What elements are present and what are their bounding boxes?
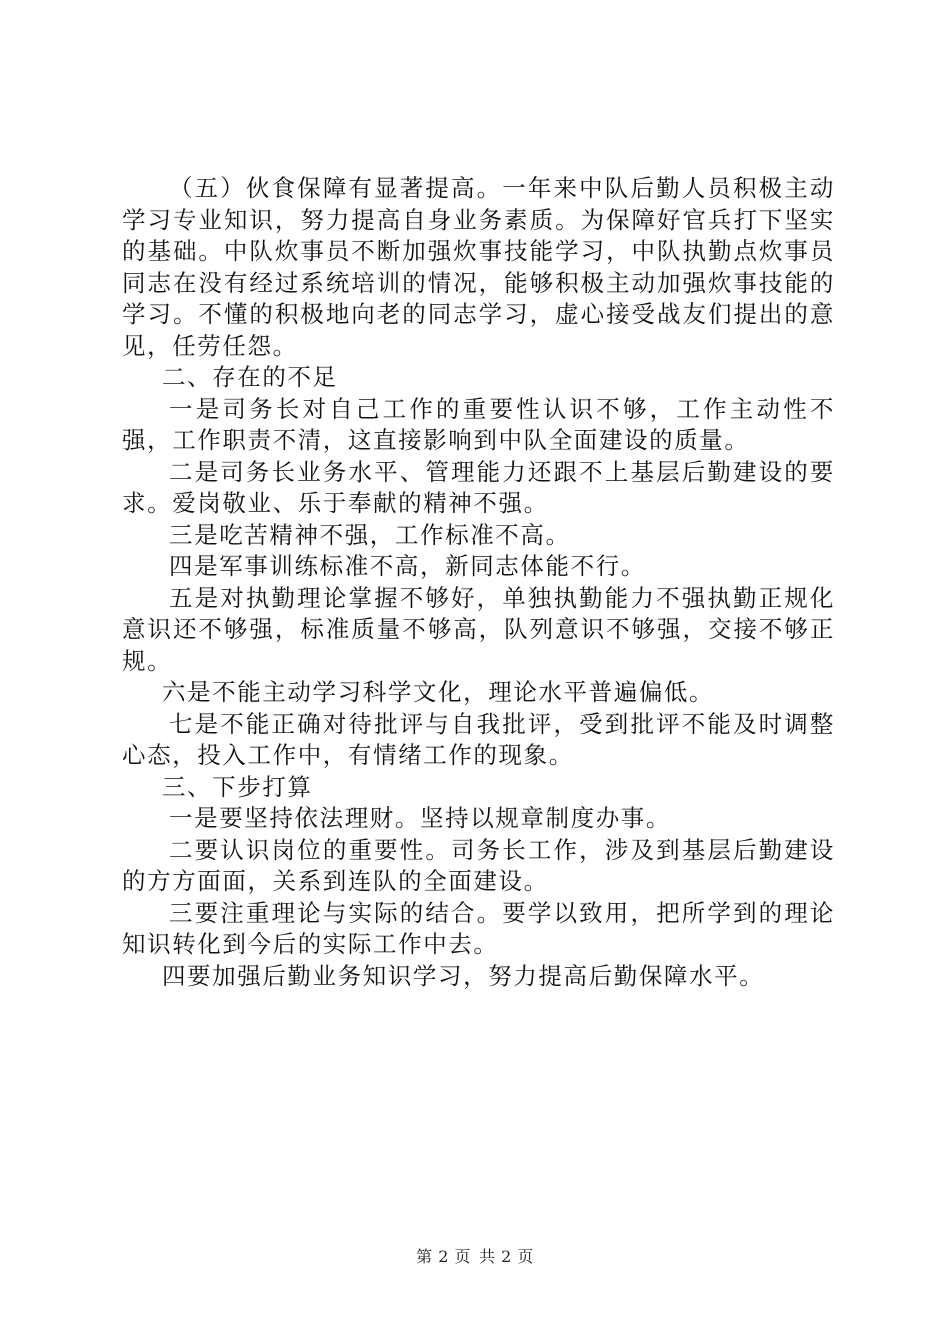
paragraph-food-support: （五）伙食保障有显著提高。一年来中队后勤人员积极主动学习专业知识，努力提高自身业务素质。为保障好官兵打下坚实的基础。中队炊事员不断加强炊事技能学习，中队执勤点炊事员同志在没有经过系统培训的情况，能够积极主动加强炊事技能的学习。不懂的积极地向老的同志学习，虚心接受战友们提出的意见，任劳任怨。 — [122, 174, 835, 360]
paragraph-plan-3: 三要注重理论与实际的结合。要学以致用，把所学到的理论知识转化到今后的实际工作中去。 — [122, 898, 835, 958]
section-heading-next-steps: 三、下步打算 — [161, 772, 313, 801]
paragraph-shortcoming-4: 四是军事训练标准不高，新同志体能不行。 — [169, 552, 646, 580]
document-body — [122, 173, 835, 992]
page-number-total: 共 2 页 — [479, 1247, 534, 1266]
paragraph-shortcoming-7: 七是不能正确对待批评与自我批评，受到批评不能及时调整心态，投入工作中，有情绪工作的现象。 — [122, 709, 835, 769]
paragraph-shortcoming-2: 二是司务长业务水平、管理能力还跟不上基层后勤建设的要求。爱岗敬业、乐于奉献的精神不强。 — [122, 457, 835, 517]
page-footer — [0, 1244, 950, 1267]
paragraph-shortcoming-3: 三是吃苦精神不强，工作标准不高。 — [169, 520, 571, 549]
paragraph-plan-1: 一是要坚持依法理财。坚持以规章制度办事。 — [169, 804, 671, 832]
paragraph-shortcoming-5: 五是对执勤理论掌握不够好，单独执勤能力不强执勤正规化意识还不够强，标准质量不够高，队列意识不够强，交接不够正规。 — [122, 583, 835, 675]
paragraph-shortcoming-6: 六是不能主动学习科学文化，理论水平普遍偏低。 — [161, 678, 715, 706]
section-heading-shortcomings: 二、存在的不足 — [161, 363, 338, 391]
paragraph-plan-2: 二要认识岗位的重要性。司务长工作，涉及到基层后勤建设的方方面面，关系到连队的全面建设。 — [122, 835, 835, 895]
paragraph-plan-4: 四要加强后勤业务知识学习，努力提高后勤保障水平。 — [161, 961, 765, 990]
page-number-current: 第 2 页 — [416, 1247, 471, 1266]
paragraph-shortcoming-1: 一是司务长对自己工作的重要性认识不够，工作主动性不强，工作职责不清，这直接影响到中队全面建设的质量。 — [122, 394, 835, 454]
